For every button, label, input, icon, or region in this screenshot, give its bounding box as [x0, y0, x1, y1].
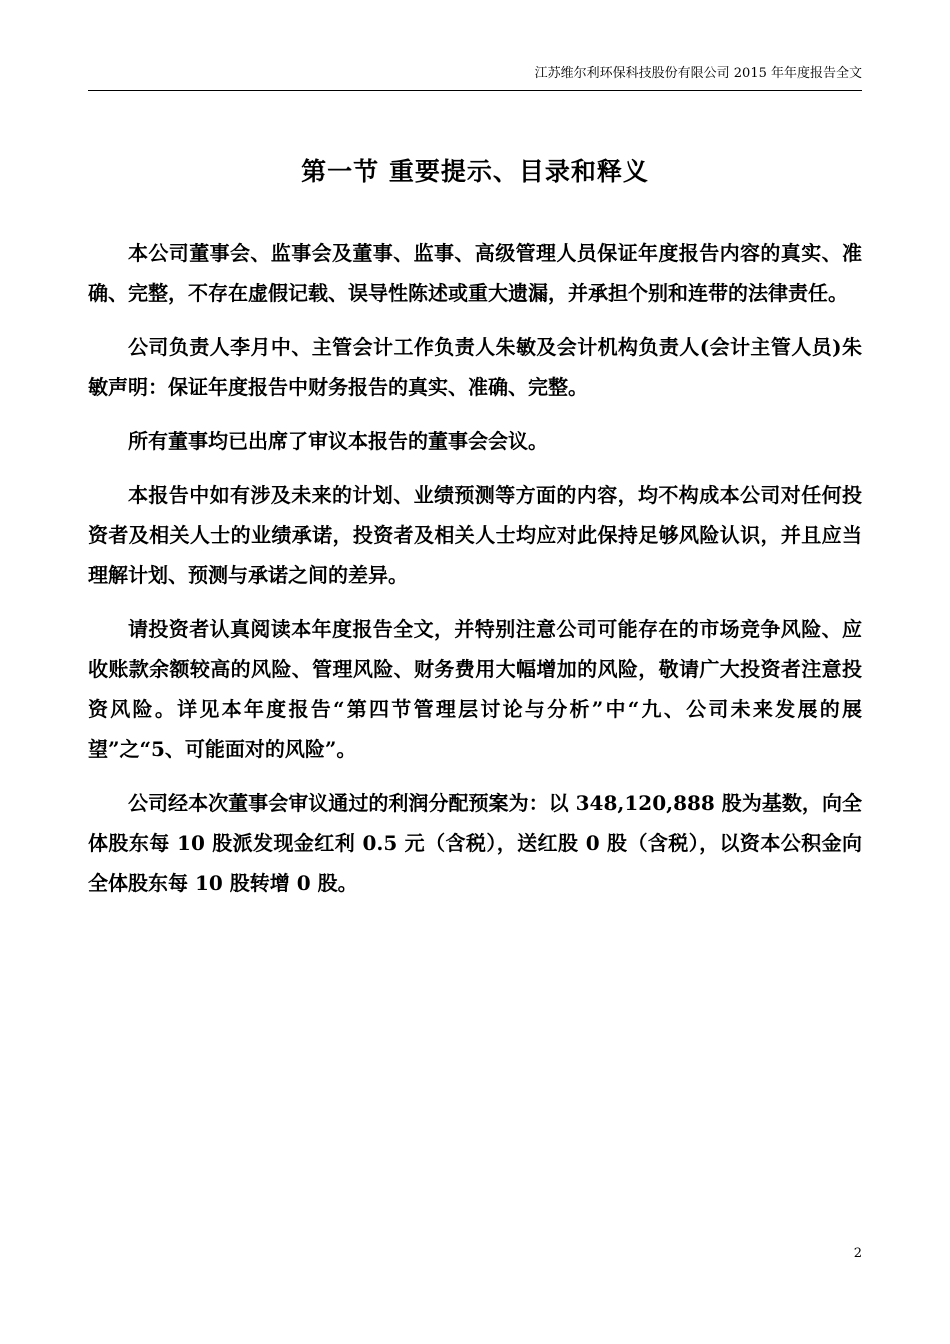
- paragraph-risk-warning: 请投资者认真阅读本年度报告全文，并特别注意公司可能存在的市场竞争风险、应收账款余额较高的风险、管理风险、财务费用大幅增加的风险，敬请广大投资者注意投资风险。详见本年度报告“第四节管理层讨论与分析”中“九、公司未来发展的展望”之“5、可能面对的风险”。: [88, 617, 862, 761]
- header-text: 江苏维尔利环保科技股份有限公司 2015 年年度报告全文: [534, 66, 862, 81]
- paragraph-financial-statement-declaration: 公司负责人李月中、主管会计工作负责人朱敏及会计机构负责人(会计主管人员)朱敏声明：保证年度报告中财务报告的真实、准确、完整。: [88, 335, 862, 399]
- page-header: [88, 64, 862, 91]
- paragraph-forward-looking-disclaimer: 本报告中如有涉及未来的计划、业绩预测等方面的内容，均不构成本公司对任何投资者及相关人士的业绩承诺，投资者及相关人士均应对此保持足够风险认识，并且应当理解计划、预测与承诺之间的差异。: [88, 483, 862, 587]
- paragraph-responsibility-statement: 本公司董事会、监事会及董事、监事、高级管理人员保证年度报告内容的真实、准确、完整，不存在虚假记载、误导性陈述或重大遗漏，并承担个别和连带的法律责任。: [88, 241, 862, 305]
- section-title: 第一节 重要提示、目录和释义: [301, 157, 649, 186]
- page-number: 2: [853, 1246, 862, 1261]
- paragraph-board-attendance: 所有董事均已出席了审议本报告的董事会会议。: [128, 429, 548, 453]
- paragraph-profit-distribution: 公司经本次董事会审议通过的利润分配预案为：以 348,120,888 股为基数，向全体股东每 10 股派发现金红利 0.5 元（含税），送红股 0 股（含税），以资本公积金向全体股东每 10 股转增 0 股。: [88, 791, 862, 895]
- document-body: [88, 233, 862, 917]
